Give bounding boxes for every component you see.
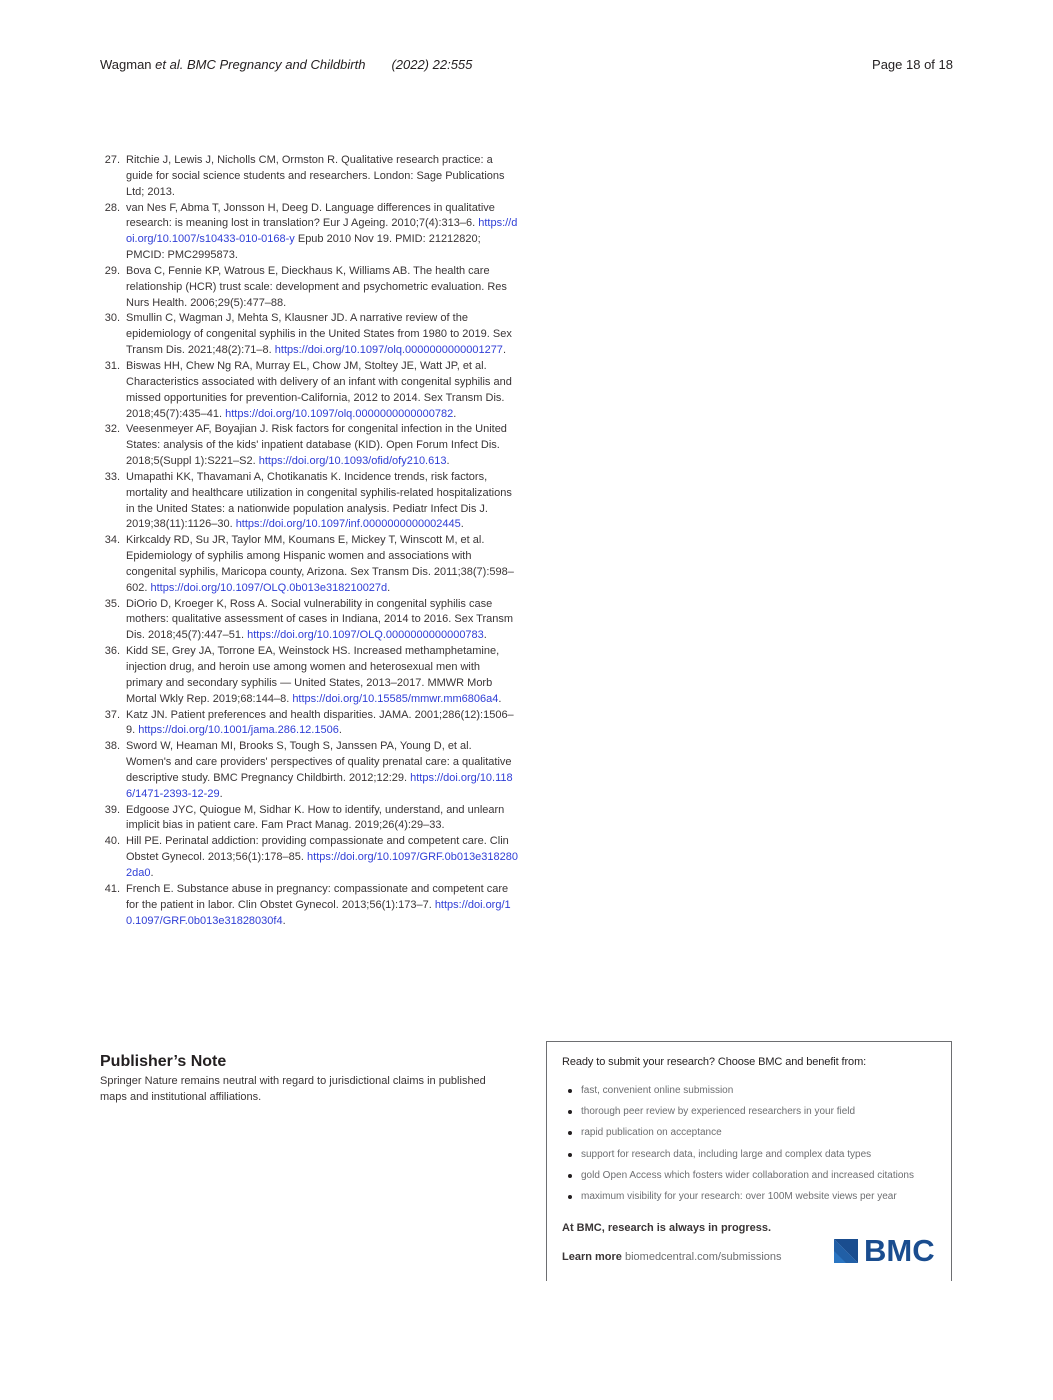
promo-benefit-item [567, 1148, 914, 1169]
reference-text: Umapathi KK, Thavamani A, Chotikanatis K. Incidence trends, risk factors, mortality and healthcare utilization in congenital syphilis-related hospitalizations in the United States: a nationwide population analysis. Pediatr Infect Dis J. 2019;38(11):1126–30. [126, 470, 512, 531]
promo-learn-more[interactable] [562, 1251, 782, 1263]
reference-number: 28. [104, 201, 120, 214]
reference-text: Veesenmeyer AF, Boyajian J. Risk factors for congenital infection in the United States: analysis of the kids' inpatient database (KID). Open Forum Infect Dis. 2018;5(Suppl 1):S221–S2. [126, 423, 507, 468]
reference-text-after: . [460, 518, 464, 531]
reference-number: 39. [104, 803, 120, 816]
reference-doi-link[interactable]: https://doi.org/10.1007/s10433-010-0168-y [126, 217, 518, 246]
reference-number: 38. [104, 740, 120, 753]
reference-text: Sword W, Heaman MI, Brooks S, Tough S, Janssen PA, Young D, et al. Women's and care providers' perspectives of quality prenatal care: a qualitative descriptive study. BMC Pregnancy Childbirth. 2012;12:29. [126, 740, 512, 784]
publisher-note [100, 1052, 510, 1106]
promo-benefit-text: maximum visibility for your research: over 100M website views per year [581, 1190, 897, 1202]
bullet-icon [568, 1089, 572, 1093]
reference-item [100, 882, 518, 930]
promo-benefit-item [567, 1084, 914, 1105]
reference-doi-link[interactable]: https://doi.org/10.1097/olq.0000000000001277 [274, 344, 503, 357]
running-head [100, 56, 953, 74]
reference-doi-link[interactable]: https://doi.org/10.1093/ofid/ofy210.613 [258, 455, 447, 468]
reference-item [100, 708, 518, 740]
reference-text-after: . [453, 407, 457, 420]
reference-item [100, 644, 518, 707]
reference-doi-link[interactable]: https://doi.org/10.1001/jama.286.12.1506 [138, 724, 339, 737]
publisher-note-text: Springer Nature remains neutral with regard to jurisdictional claims in published maps and institutional affiliations. [100, 1075, 486, 1103]
reference-number: 36. [104, 645, 120, 658]
reference-text-after: . [502, 344, 506, 357]
reference-item [100, 834, 518, 882]
reference-text: Kidd SE, Grey JA, Torrone EA, Weinstock HS. Increased methamphetamine, injection drug, and heroin use among women and heterosexual men with primary and secondary syphilis — United States, 2013–2017. MMWR Morb Mortal Wkly Rep. 2019;68:144–8. [126, 645, 500, 705]
reference-text-after: . [338, 724, 342, 737]
reference-number: 31. [104, 359, 120, 372]
running-head-citation [100, 56, 472, 74]
reference-number: 30. [104, 312, 120, 325]
reference-doi-link[interactable]: https://doi.org/10.1097/GRF.0b013e3182802da0 [126, 851, 519, 879]
reference-item [100, 201, 518, 264]
reference-text: Edgoose JYC, Quiogue M, Sidhar K. How to identify, understand, and unlearn implicit bias in patient care. Fam Pract Manag. 2019;26(4):29–33. [126, 803, 505, 832]
bullet-icon [568, 1195, 572, 1199]
reference-text-after: . [446, 455, 450, 468]
reference-item [100, 359, 518, 422]
reference-number: 29. [104, 264, 120, 277]
reference-text-after: . [498, 692, 502, 705]
promo-benefit-item [567, 1126, 914, 1147]
reference-number: 27. [104, 154, 120, 166]
promo-heading: Ready to submit your research? Choose BMC and benefit from: [562, 1056, 867, 1068]
reference-number: 37. [104, 708, 120, 721]
reference-number: 34. [104, 534, 120, 547]
reference-list [100, 153, 518, 929]
reference-text: French E. Substance abuse in pregnancy: compassionate and competent care for the patient in labor. Clin Obstet Gynecol. 2013;56(1):173–7. [126, 882, 509, 911]
reference-text: Ritchie J, Lewis J, Nicholls CM, Ormston R. Qualitative research practice: a guide for social science students and researchers. London: Sage Publications Ltd; 2013. [126, 154, 505, 198]
reference-text-after: . [282, 914, 286, 927]
reference-text: Smullin C, Wagman J, Mehta S, Klausner JD. A narrative review of the epidemiology of congenital syphilis in the United States from 1980 to 2019. Sex Transm Dis. 2021;48(2):71–8. [126, 312, 512, 357]
reference-text-after: . [219, 787, 223, 800]
reference-text-after: . [483, 629, 487, 642]
promo-benefit-item [567, 1190, 914, 1211]
reference-item [100, 597, 518, 645]
reference-doi-link[interactable]: https://doi.org/10.1186/1471-2393-12-29 [126, 771, 513, 800]
running-head-year: (2022) 22:555 [391, 57, 473, 72]
reference-text: van Nes F, Abma T, Jonsson H, Deeg D. Language differences in qualitative research: is meaning lost in translation? Eur J Ageing. 2010;7(4):313–6. [126, 201, 495, 230]
bullet-icon [568, 1174, 572, 1178]
reference-item [100, 311, 518, 359]
reference-item [100, 422, 518, 470]
learn-more-url[interactable]: biomedcentral.com/submissions [624, 1251, 782, 1263]
bullet-icon [568, 1153, 572, 1157]
reference-item [100, 739, 518, 802]
reference-text: DiOrio D, Kroeger K, Ross A. Social vulnerability in congenital syphilis case mothers: qualitative assessment of cases in Indiana, 2014 to 2016. Sex Transm Dis. 2018;45(7):447–51. [126, 597, 514, 642]
reference-text-after: . [387, 581, 391, 594]
promo-benefit-text: gold Open Access which fosters wider collaboration and increased citations [581, 1169, 914, 1181]
promo-benefit-text: fast, convenient online submission [581, 1085, 734, 1096]
reference-text: Hill PE. Perinatal addiction: providing compassionate and competent care. Clin Obstet Gynecol. 2013;56(1):178–85. [126, 835, 509, 864]
reference-number: 33. [104, 470, 120, 483]
promo-benefit-text: thorough peer review by experienced researchers in your field [581, 1106, 856, 1118]
reference-text: Kirkcaldy RD, Su JR, Taylor MM, Koumans E, Mickey T, Winscott M, et al. Epidemiology of syphilis among Hispanic women and associations with congenital syphilis, Maricopa county, Arizona. Sex Transm Dis. 2011;38(7):598–602. [126, 534, 514, 594]
reference-number: 32. [104, 423, 120, 436]
reference-doi-link[interactable]: https://doi.org/10.1097/GRF.0b013e31828030f4 [126, 898, 511, 927]
promo-benefit-text: rapid publication on acceptance [581, 1127, 722, 1139]
bmc-submission-promo [546, 1041, 952, 1281]
bullet-icon [568, 1110, 572, 1114]
reference-item [100, 803, 518, 835]
reference-item [100, 264, 518, 312]
promo-benefit-text: support for research data, including large and complex data types [581, 1148, 872, 1160]
reference-text: Katz JN. Patient preferences and health disparities. JAMA. 2001;286(12):1506–9. [126, 708, 514, 737]
reference-doi-link[interactable]: https://doi.org/10.1097/inf.0000000000002445 [235, 518, 461, 531]
reference-text-after: Epub 2010 Nov 19. PMID: 21212820; PMCID: PMC2995873. [126, 233, 481, 262]
reference-number: 41. [104, 882, 120, 895]
bmc-logo-text: BMC [864, 1233, 935, 1268]
reference-number: 35. [104, 597, 120, 610]
promo-benefit-list [567, 1084, 914, 1211]
page-number: Page 18 of 18 [872, 57, 953, 72]
reference-item [100, 470, 518, 533]
bullet-icon [568, 1131, 572, 1135]
promo-tagline: At BMC, research is always in progress. [562, 1222, 772, 1234]
publisher-note-title: Publisher’s Note [100, 1053, 227, 1070]
reference-doi-link[interactable]: https://doi.org/10.1097/OLQ.0000000000000783 [247, 629, 484, 642]
running-head-author: Wagman [100, 57, 152, 72]
running-head-journal: et al. BMC Pregnancy and Childbirth [151, 57, 366, 72]
learn-more-label: Learn more [562, 1251, 622, 1263]
bmc-logo [834, 1233, 940, 1268]
reference-item [100, 533, 518, 596]
reference-text-after: . [150, 866, 154, 879]
reference-text: Biswas HH, Chew Ng RA, Murray EL, Chow JM, Stoltey JE, Watt JP, et al. Characteristics associated with delivery of an infant with congenital syphilis and missed opportunities for prevention-California, 2012 to 2014. Sex Transm Dis. 2018;45(7):435–41. [126, 359, 512, 420]
promo-benefit-item [567, 1105, 914, 1126]
reference-doi-link[interactable]: https://doi.org/10.15585/mmwr.mm6806a4 [292, 692, 499, 705]
reference-doi-link[interactable]: https://doi.org/10.1097/OLQ.0b013e318210027d [150, 581, 388, 594]
promo-benefit-item [567, 1169, 914, 1190]
bmc-logo-mark-icon [834, 1239, 858, 1263]
reference-text: Bova C, Fennie KP, Watrous E, Dieckhaus K, Williams AB. The health care relationship (HCR) trust scale: development and psychometric evaluation. Res Nurs Health. 2006;29(5):477–88. [126, 264, 507, 309]
reference-doi-link[interactable]: https://doi.org/10.1097/olq.0000000000000782 [225, 407, 454, 420]
reference-number: 40. [104, 835, 120, 848]
reference-item [100, 153, 518, 201]
